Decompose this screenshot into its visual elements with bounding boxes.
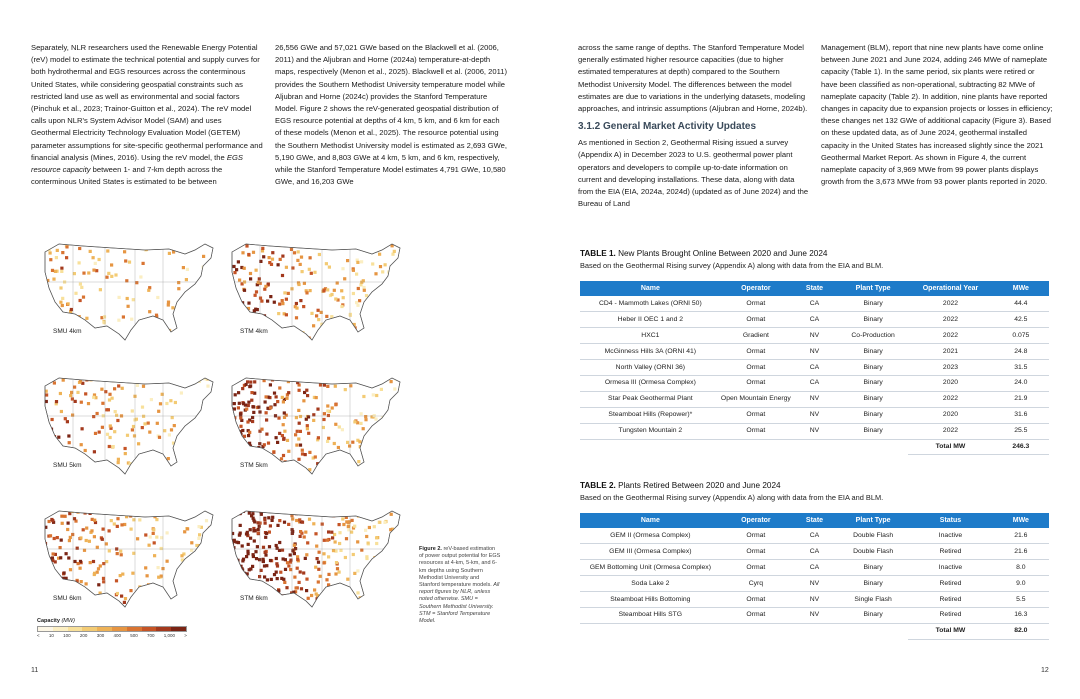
table-cell: CA [791, 360, 838, 376]
table-cell: CA [791, 375, 838, 391]
table-cell: NV [791, 328, 838, 344]
table-row [580, 360, 1049, 376]
column-header: MWe [993, 281, 1049, 296]
table-2-subtitle: Based on the Geothermal Rising survey (Appendix A) along with data from the EIA and BLM. [580, 493, 884, 502]
table-cell: NV [791, 576, 838, 592]
table-cell: Ormat [721, 423, 791, 439]
table-cell: NV [791, 592, 838, 608]
column-header: Operational Year [908, 281, 992, 296]
table-cell: Ormat [721, 560, 791, 576]
table-row [580, 328, 1049, 344]
table-cell: Ormat [721, 607, 791, 623]
table-cell: Gradient [721, 328, 791, 344]
legend-swatch [171, 627, 186, 631]
us-capacity-map [222, 366, 412, 494]
table-cell: 16.3 [993, 607, 1049, 623]
table-row [580, 375, 1049, 391]
table-2 [580, 513, 1049, 640]
table-cell: Steamboat Hills (Repower)* [580, 407, 721, 423]
table-cell: CA [791, 544, 838, 560]
table-row [580, 423, 1049, 439]
table-cell: Tungsten Mountain 2 [580, 423, 721, 439]
table-cell: Co-Production [838, 328, 908, 344]
table-cell: North Valley (ORNI 36) [580, 360, 721, 376]
legend-title: Capacity (MW) [37, 618, 75, 624]
caption-text: reV-based estimation of power output potential for EGS resources at 4-km, 5-km, and 6-km depths using Southern Methodist University and Stanford temperature models. [419, 546, 501, 589]
table-cell: 2022 [908, 423, 992, 439]
table-cell: Retired [908, 592, 992, 608]
us-capacity-map [222, 499, 412, 627]
legend-tick: 1,000 [163, 633, 176, 638]
table-row [580, 576, 1049, 592]
table-cell: 2022 [908, 296, 992, 312]
table-cell: Ormat [721, 360, 791, 376]
table-cell: Binary [838, 391, 908, 407]
map-label: STM 4km [240, 328, 268, 335]
table-cell: Star Peak Geothermal Plant [580, 391, 721, 407]
table-cell: NV [791, 423, 838, 439]
section-heading: 3.1.2 General Market Activity Updates [578, 121, 757, 133]
table-cell: Binary [838, 407, 908, 423]
table-cell: 31.6 [993, 407, 1049, 423]
table-cell: Ormat [721, 544, 791, 560]
table-row [580, 560, 1049, 576]
table-cell: Binary [838, 360, 908, 376]
capacity-legend [37, 618, 187, 638]
table-cell: Double Flash [838, 544, 908, 560]
table-cell: CA [791, 296, 838, 312]
table-cell: Double Flash [838, 528, 908, 544]
table-cell: McGinness Hills 3A (ORNI 41) [580, 344, 721, 360]
table-cell: Steamboat Hills Bottoming [580, 592, 721, 608]
paragraph-text: between 1- and 7-km depth across the conterminous United States is estimated to be between [31, 165, 223, 187]
table-cell: GEM III (Ormesa Complex) [580, 544, 721, 560]
table-cell: 42.5 [993, 312, 1049, 328]
table-cell: 24.8 [993, 344, 1049, 360]
column-header: State [791, 281, 838, 296]
legend-swatch [127, 627, 142, 631]
table-row [580, 312, 1049, 328]
table-cell: 0.075 [993, 328, 1049, 344]
us-capacity-map [35, 232, 225, 360]
table-cell: Ormat [721, 344, 791, 360]
body-text-column-1 [31, 42, 263, 188]
caption-note: All report figures by NLR, unless noted otherwise. SMU = Southern Methodist University. STM = Stanford Temperature Model. [419, 582, 500, 625]
table-cell: Ormat [721, 375, 791, 391]
table-cell: Ormesa III (Ormesa Complex) [580, 375, 721, 391]
column-header: Plant Type [838, 513, 908, 528]
legend-ticks [37, 633, 187, 638]
table-cell: Binary [838, 560, 908, 576]
legend-color-bar [37, 626, 187, 632]
table-1-subtitle: Based on the Geothermal Rising survey (Appendix A) along with data from the EIA and BLM. [580, 261, 884, 270]
total-row [580, 439, 1049, 455]
paragraph-text: across the same range of depths. The Stanford Temperature Model generally estimated higher resource capacities (due to higher estimated temperatures at depth) compared to the Southern Methodist University Model. The differences between the model estimates are due to variations in the underlying datasets, modeling approaches, and intrinsic assumptions (Aljubran and Horne, 2024b). [578, 43, 808, 114]
column-header: MWe [993, 513, 1049, 528]
table-cell: CA [791, 312, 838, 328]
table-cell: NV [791, 607, 838, 623]
map-label: STM 5km [240, 462, 268, 469]
column-header: Operator [721, 281, 791, 296]
table-cell: 2022 [908, 312, 992, 328]
table-cell: Retired [908, 544, 992, 560]
column-header: Plant Type [838, 281, 908, 296]
legend-tick: 200 [79, 633, 88, 638]
table-cell: HXC1 [580, 328, 721, 344]
legend-swatch [68, 627, 83, 631]
caption-label: Figure 2. [419, 546, 442, 552]
us-capacity-map [222, 232, 412, 360]
table-cell: Binary [838, 576, 908, 592]
table-cell: 5.5 [993, 592, 1049, 608]
map-label: STM 6km [240, 595, 268, 602]
legend-swatch [142, 627, 157, 631]
column-header: Name [580, 281, 721, 296]
table-cell: 21.6 [993, 528, 1049, 544]
total-row [580, 623, 1049, 639]
table-cell: Cyrq [721, 576, 791, 592]
table-cell: Single Flash [838, 592, 908, 608]
table-cell: GEM II (Ormesa Complex) [580, 528, 721, 544]
legend-swatch [112, 627, 127, 631]
table-row [580, 607, 1049, 623]
map-label: SMU 4km [53, 328, 82, 335]
table-cell: 9.0 [993, 576, 1049, 592]
table-row [580, 344, 1049, 360]
table-cell: CA [791, 528, 838, 544]
table-cell: Binary [838, 375, 908, 391]
legend-tick: 400 [113, 633, 121, 638]
map-label: SMU 5km [53, 462, 82, 469]
body-text-column-3 [578, 42, 810, 210]
table-cell: CD4 - Mammoth Lakes (ORNI 50) [580, 296, 721, 312]
table-row [580, 407, 1049, 423]
us-capacity-map [35, 499, 225, 627]
total-value: 246.3 [993, 439, 1049, 455]
table-row [580, 592, 1049, 608]
legend-tick: 500 [130, 633, 138, 638]
paragraph-text: 26,556 GWe and 57,021 GWe based on the Blackwell et al. (2006, 2011) and the Aljubran and Horne (2024a) temperature-at-depth maps, respectively (Menon et al., 2025). Blackwell et al. (2006, 2011) provides the Southern Methodist University temperature model while Aljubran and Horne (2024c) provides the Stanford Temperature Model. Figure 2 shows the reV-generated geospatial distribution of EGS resource potential at depths of 4 km, 5 km, and 6 km for each of these models (Menon et al., 2025). The resource potential using the Southern Methodist University model is estimated as 2,693 GWe, 5,190 GWe, and 8,803 GWe at 4 km, 5 km, and 6 km, respectively, while the Stanford Temperature Model estimates 4,791 GWe, 10,580 GWe, and 16,203 GWe [275, 43, 508, 187]
table-cell: Inactive [908, 528, 992, 544]
legend-swatch [156, 627, 171, 631]
table-cell: 24.0 [993, 375, 1049, 391]
legend-swatch [53, 627, 68, 631]
legend-tick: 300 [96, 633, 105, 638]
table-cell: 21.9 [993, 391, 1049, 407]
table-cell: Ormat [721, 296, 791, 312]
table-1 [580, 281, 1049, 455]
table-cell: CA [791, 560, 838, 576]
body-text-column-4 [821, 42, 1053, 188]
table-cell: NV [791, 391, 838, 407]
legend-swatch [97, 627, 112, 631]
total-value: 82.0 [993, 623, 1049, 639]
paragraph-text: Separately, NLR researchers used the Renewable Energy Potential (reV) model to estimate the technical potential and supply curves for both hydrothermal and EGS resources across the conterminous United States, while considering geospatial constraints such as restricted land use as well as environmental and social factors (Pinchuk et al., 2023; Trainor-Guitton et al., 2024). The reV model calls upon NLR's System Advisor Model (SAM) and uses Geothermal Electricity Technology Evaluation Model (GETEM) parameter assumptions for site-specific geothermal performance and financial analysis (Mines, 2016). Using the reV model, the [31, 43, 263, 162]
table-cell: Ormat [721, 528, 791, 544]
figure-caption [419, 546, 501, 625]
table-cell: Ormat [721, 592, 791, 608]
legend-tick: 700 [146, 633, 155, 638]
table-cell: 44.4 [993, 296, 1049, 312]
total-label: Total MW [908, 623, 992, 639]
table-row [580, 296, 1049, 312]
table-cell: Binary [838, 423, 908, 439]
table-row [580, 391, 1049, 407]
table-cell: Binary [838, 296, 908, 312]
page-number-right: 12 [1041, 667, 1049, 674]
table-cell: 2020 [908, 407, 992, 423]
table-cell: NV [791, 344, 838, 360]
table-cell: 21.6 [993, 544, 1049, 560]
table-cell: Retired [908, 576, 992, 592]
table-cell: Binary [838, 607, 908, 623]
legend-tick: < [37, 633, 40, 638]
map-label: SMU 6km [53, 595, 82, 602]
column-header: Name [580, 513, 721, 528]
table-cell: Binary [838, 312, 908, 328]
table-cell: Soda Lake 2 [580, 576, 721, 592]
table-2-title: TABLE 2. Plants Retired Between 2020 and June 2024 [580, 481, 781, 490]
us-capacity-map [35, 366, 225, 494]
table-cell: Binary [838, 344, 908, 360]
italic-term: EGS resource capacity [31, 152, 243, 175]
table-cell: Open Mountain Energy [721, 391, 791, 407]
page-number-left: 11 [31, 667, 39, 674]
table-cell: 31.5 [993, 360, 1049, 376]
table-row [580, 544, 1049, 560]
table-cell: 8.0 [993, 560, 1049, 576]
column-header: State [791, 513, 838, 528]
table-cell: 25.5 [993, 423, 1049, 439]
legend-tick: > [184, 633, 187, 638]
table-cell: 2021 [908, 344, 992, 360]
column-header: Status [908, 513, 992, 528]
paragraph-text: As mentioned in Section 2, Geothermal Rising issued a survey (Appendix A) in December 2023 to U.S. geothermal power plant operators and developers to compile up-to-date information on current and developing installations. These data, along with data from the EIA (EIA, 2024a, 2024d) (updated as of June 2024) and the Bureau of Land [578, 138, 809, 209]
paragraph-text: Management (BLM), report that nine new plants have come online between June 2021 and June 2024, adding 246 MWe of nameplate capacity (Table 1). In the same period, six plants were retired or have been classified as non-operational, subtracting 82 MWe of nameplate capacity (Table 2). In addition, nine plants have reported changes in capacity due to expansion projects or losses in efficiency; these changes net 132 GWe of additional capacity (Figure 3). Based on these updated data, as of June 2024, geothermal installed capacity in the United States has increased slightly since the 2021 Geothermal Market Report. As shown in Figure 4, the current nameplate capacity of 3,969 MWe from 99 power plants displays growth from the 3,673 MWe from 93 power plants reported in 2020. [821, 43, 1053, 187]
table-cell: Steamboat Hills STG [580, 607, 721, 623]
legend-tick: 100 [63, 633, 71, 638]
column-header: Operator [721, 513, 791, 528]
table-cell: 2020 [908, 375, 992, 391]
total-label: Total MW [908, 439, 992, 455]
body-text-column-2 [275, 42, 507, 188]
table-cell: Inactive [908, 560, 992, 576]
table-cell: Ormat [721, 407, 791, 423]
legend-swatch [38, 627, 53, 631]
table-cell: GEM Bottoming Unit (Ormesa Complex) [580, 560, 721, 576]
table-cell: 2022 [908, 328, 992, 344]
legend-swatch [82, 627, 97, 631]
table-cell: Heber II OEC 1 and 2 [580, 312, 721, 328]
table-1-title: TABLE 1. New Plants Brought Online Between 2020 and June 2024 [580, 249, 828, 258]
table-row [580, 528, 1049, 544]
table-cell: Ormat [721, 312, 791, 328]
legend-tick: 10 [48, 633, 54, 638]
table-cell: 2023 [908, 360, 992, 376]
table-cell: Retired [908, 607, 992, 623]
table-cell: NV [791, 407, 838, 423]
table-cell: 2022 [908, 391, 992, 407]
